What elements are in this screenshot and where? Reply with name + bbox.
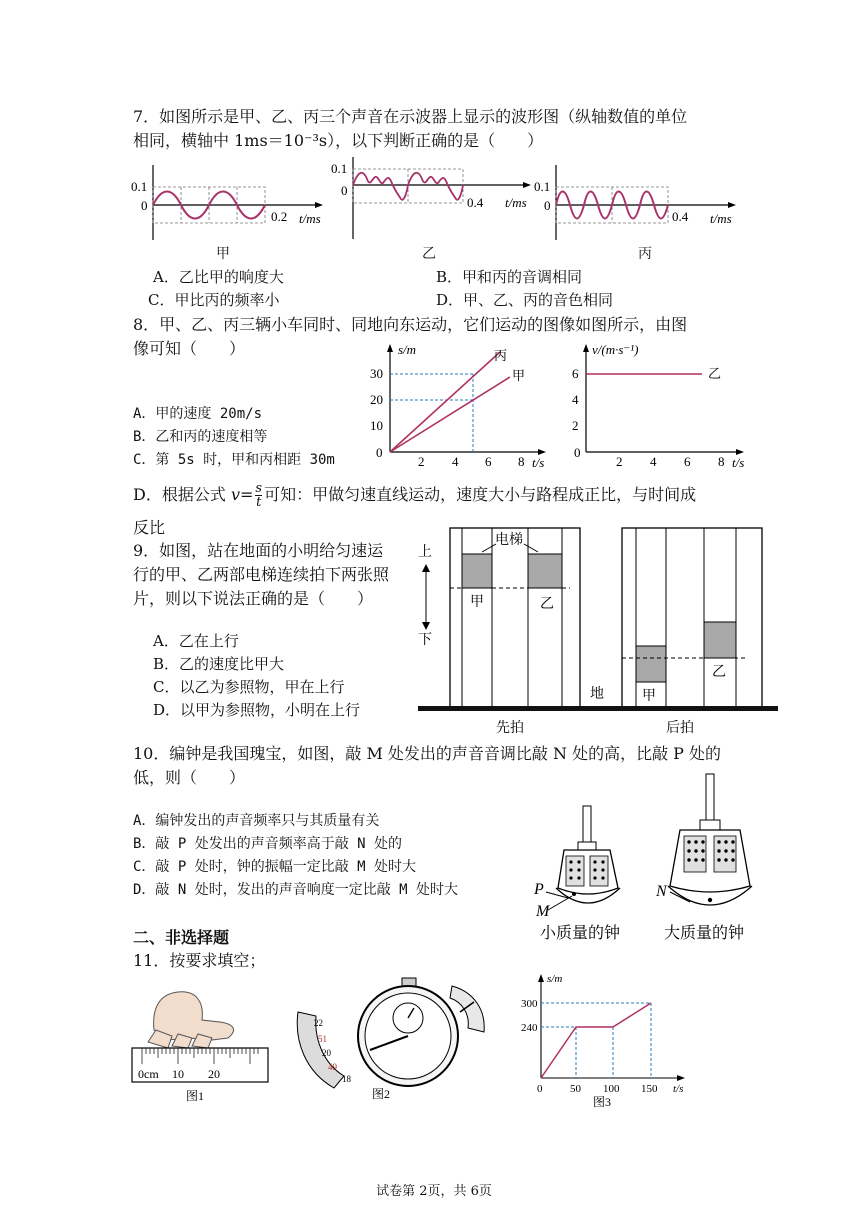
ytick: 2 [572, 418, 579, 433]
label-first-photo: 先拍 [496, 721, 524, 736]
x-axis-label: t/s [532, 455, 545, 470]
xtick: 0.4 [467, 195, 484, 210]
origin: 0 [574, 445, 581, 460]
x-axis-label: t/s [732, 455, 745, 470]
label-ground: 地 [590, 687, 604, 702]
formula-num: s [255, 481, 263, 496]
q7-stem-line2: 相同，横轴中 1ms＝10⁻³s），以下判断正确的是（ ） [133, 131, 544, 150]
label-jia-later: 甲 [642, 689, 656, 704]
formula-den: t [256, 495, 262, 510]
ytick: 300 [521, 998, 538, 1010]
zero: 0 [544, 198, 551, 213]
q8-st-graph [360, 340, 560, 470]
fig2-caption: 图2 [372, 1087, 391, 1101]
xunit: t/ms [299, 211, 321, 226]
y-axis-label: s/m [398, 342, 417, 357]
xtick: 4 [650, 454, 657, 469]
label-bing: 丙 [494, 348, 508, 363]
section2-title: 二、非选择题 [133, 928, 230, 947]
watch-label: 51 [318, 1034, 327, 1044]
line-bing [390, 352, 500, 452]
q8-vt-graph [562, 340, 762, 470]
label-jia: 甲 [512, 368, 526, 383]
ytick: 4 [572, 392, 579, 407]
q11-fig2-stopwatch [290, 972, 500, 1102]
fig1-caption: 图1 [186, 1089, 205, 1102]
q11-fig3-st-graph [515, 968, 695, 1108]
q9-option-c[interactable]: C．以乙为参照物，甲在上行 [153, 678, 345, 696]
ytick: 0.1 [131, 179, 148, 194]
q8-option-c[interactable]: C．第 5s 时，甲和丙相距 30m [133, 452, 335, 468]
ruler-label-10: 10 [172, 1067, 184, 1081]
ytick: 10 [370, 418, 383, 433]
q8-option-d-text1: D．根据公式 [133, 485, 226, 504]
xtick: 8 [518, 454, 525, 469]
q11-fig1-ruler [128, 990, 278, 1102]
xtick: 6 [684, 454, 691, 469]
watch-label: 20 [322, 1048, 331, 1058]
label-elevator: 电梯 [495, 533, 523, 548]
page-footer: 试卷第 2页，共 6页 [376, 1184, 492, 1199]
formula-v: v [230, 485, 240, 504]
line-st [541, 1003, 651, 1078]
q8-stem-line2: 像可知（ ） [133, 339, 246, 358]
label-yi-later: 乙 [712, 665, 726, 680]
ytick: 30 [370, 366, 383, 381]
origin: 0 [537, 1083, 543, 1095]
label-up: 上 [418, 545, 432, 560]
x-axis-label: t/s [673, 1083, 684, 1095]
label-large-bell: 大质量的钟 [664, 925, 745, 942]
q9-stem-line3: 片，则以下说法正确的是（ ） [133, 589, 374, 608]
origin: 0 [376, 445, 383, 460]
xtick: 50 [570, 1083, 581, 1095]
xtick: 6 [485, 454, 492, 469]
ytick: 240 [521, 1022, 538, 1034]
q8-option-d-text2: 可知：甲做匀速直线运动，速度大小与路程成正比，与时间成 [264, 485, 697, 504]
label-small-bell: 小质量的钟 [540, 925, 621, 942]
formula-eq: = [239, 485, 254, 504]
xtick: 2 [418, 454, 425, 469]
ytick: 20 [370, 392, 383, 407]
q7-label-yi: 乙 [422, 246, 436, 262]
zero: 0 [341, 183, 348, 198]
q10-option-d[interactable]: D．敲 N 处时，发出的声音响度一定比敲 M 处时大 [133, 882, 458, 898]
q7-option-b[interactable]: B．甲和丙的音调相同 [436, 268, 583, 286]
q10-option-b[interactable]: B．敲 P 处发出的声音频率高于敲 N 处的 [133, 836, 403, 852]
q10-stem-line1: 10．编钟是我国瑰宝，如图，敲 M 处发出的声音音调比敲 N 处的高，比敲 P 处的 [133, 744, 722, 763]
q7-stem-line1: 7．如图所示是甲、乙、丙三个声音在示波器上显示的波形图（纵轴数值的单位 [133, 107, 688, 126]
q9-option-a[interactable]: A．乙在上行 [153, 632, 239, 650]
formula-fraction [255, 482, 262, 509]
label-M: M [536, 903, 550, 920]
xtick: 0.4 [672, 209, 689, 224]
label-down: 下 [418, 633, 432, 648]
q9-stem-line2: 行的甲、乙两部电梯连续拍下两张照 [133, 565, 390, 584]
q7-waveform-yi [325, 155, 540, 250]
ytick: 0.1 [331, 161, 348, 176]
fig3-caption: 图3 [593, 1095, 612, 1108]
q7-label-bing: 丙 [638, 246, 652, 262]
zero: 0 [141, 198, 148, 213]
q7-option-d[interactable]: D．甲、乙、丙的音色相同 [436, 291, 614, 309]
label-yi: 乙 [708, 366, 722, 381]
q9-stem-line1: 9．如图，站在地面的小明给匀速运 [133, 541, 384, 560]
xtick: 8 [718, 454, 725, 469]
q7-option-c[interactable]: C．甲比丙的频率小 [148, 291, 280, 309]
q8-option-d-line2: 反比 [133, 518, 166, 537]
ytick: 0.1 [534, 179, 551, 194]
xunit: t/ms [505, 195, 527, 210]
q7-label-jia: 甲 [216, 246, 230, 262]
small-bell [533, 806, 620, 920]
label-later-photo: 后拍 [666, 721, 694, 736]
q10-bells-figure [528, 770, 768, 945]
xtick: 150 [641, 1083, 658, 1095]
y-axis-label: v/(m·s⁻¹) [592, 342, 639, 357]
watch-label: 18 [342, 1074, 351, 1084]
line-jia [390, 377, 510, 452]
q9-option-d[interactable]: D．以甲为参照物，小明在上行 [153, 701, 361, 719]
label-N: N [656, 883, 667, 900]
q10-option-c[interactable]: C．敲 P 处时，钟的振幅一定比敲 M 处时大 [133, 859, 416, 875]
xtick: 100 [603, 1083, 620, 1095]
label-jia-first: 甲 [470, 595, 484, 610]
q8-option-b[interactable]: B．乙和丙的速度相等 [133, 429, 268, 445]
q10-option-a[interactable]: A．编钟发出的声音频率只与其质量有关 [133, 813, 380, 829]
q8-stem-line1: 8．甲、乙、丙三辆小车同时、同地向东运动，它们运动的图像如图所示，由图 [133, 315, 688, 334]
q9-option-b[interactable]: B．乙的速度比甲大 [153, 655, 285, 673]
label-P: P [534, 881, 544, 898]
q7-option-a[interactable]: A．乙比甲的响度大 [153, 268, 284, 286]
label-yi-first: 乙 [540, 597, 554, 612]
ruler-label-20: 20 [208, 1067, 220, 1081]
q11-stem: 11．按要求填空； [133, 951, 266, 970]
xtick: 0.2 [271, 209, 288, 224]
y-axis-label: s/m [547, 973, 563, 985]
ytick: 6 [572, 366, 579, 381]
large-bell [655, 774, 752, 905]
xtick: 2 [616, 454, 623, 469]
xunit: t/ms [710, 211, 732, 226]
xtick: 4 [452, 454, 459, 469]
q10-stem-line2: 低，则（ ） [133, 768, 246, 787]
ruler-label-0: 0cm [138, 1067, 159, 1081]
q8-option-a[interactable]: A．甲的速度 20m/s [133, 406, 263, 422]
q9-elevator-figure [410, 522, 785, 740]
q8-option-d[interactable] [133, 482, 696, 509]
watch-label: 49 [328, 1062, 337, 1072]
watch-label: 22 [314, 1018, 323, 1028]
